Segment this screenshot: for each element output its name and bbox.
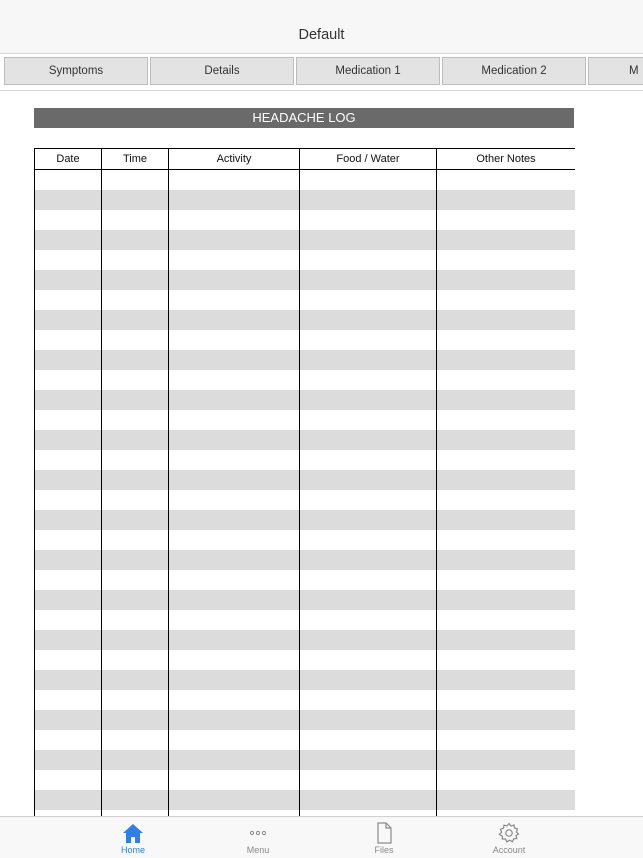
home-icon xyxy=(121,822,145,844)
table-cell[interactable] xyxy=(35,770,102,790)
table-row xyxy=(35,610,576,630)
table-row xyxy=(35,450,576,470)
table-cell[interactable] xyxy=(102,650,169,670)
table-cell[interactable] xyxy=(300,570,437,590)
table-cell[interactable] xyxy=(300,750,437,770)
table-row xyxy=(35,390,576,410)
table-cell[interactable] xyxy=(35,790,102,810)
table-cell[interactable] xyxy=(102,450,169,470)
table-cell[interactable] xyxy=(300,270,437,290)
table-cell[interactable] xyxy=(437,190,576,210)
table-cell[interactable] xyxy=(169,330,300,350)
table-row xyxy=(35,550,576,570)
table-cell[interactable] xyxy=(169,390,300,410)
table-cell[interactable] xyxy=(169,790,300,810)
table-cell[interactable] xyxy=(35,510,102,530)
table-cell[interactable] xyxy=(437,410,576,430)
table-cell[interactable] xyxy=(35,630,102,650)
table-cell[interactable] xyxy=(169,410,300,430)
table-row xyxy=(35,190,576,210)
table-row xyxy=(35,570,576,590)
table-cell[interactable] xyxy=(437,290,576,310)
table-cell[interactable] xyxy=(102,690,169,710)
table-cell[interactable] xyxy=(35,210,102,230)
table-cell[interactable] xyxy=(102,470,169,490)
table-cell[interactable] xyxy=(169,650,300,670)
table-cell[interactable] xyxy=(102,710,169,730)
table-row xyxy=(35,330,576,350)
table-cell[interactable] xyxy=(35,350,102,370)
column-header-time: Time xyxy=(102,149,169,170)
tab-partial[interactable]: M xyxy=(588,57,643,85)
more-icon xyxy=(246,822,270,844)
table-cell[interactable] xyxy=(102,210,169,230)
table-cell[interactable] xyxy=(102,530,169,550)
table-cell[interactable] xyxy=(300,690,437,710)
table-row xyxy=(35,490,576,510)
table-cell[interactable] xyxy=(102,230,169,250)
table-row xyxy=(35,710,576,730)
table-row xyxy=(35,310,576,330)
table-cell[interactable] xyxy=(102,750,169,770)
table-cell[interactable] xyxy=(169,490,300,510)
table-cell[interactable] xyxy=(35,470,102,490)
table-cell[interactable] xyxy=(300,350,437,370)
table-cell[interactable] xyxy=(169,690,300,710)
table-cell[interactable] xyxy=(169,670,300,690)
table-row xyxy=(35,290,576,310)
table-cell[interactable] xyxy=(102,550,169,570)
table-cell[interactable] xyxy=(35,550,102,570)
table-cell[interactable] xyxy=(169,530,300,550)
table-cell[interactable] xyxy=(437,390,576,410)
table-row xyxy=(35,770,576,790)
table-cell[interactable] xyxy=(35,430,102,450)
table-cell[interactable] xyxy=(437,650,576,670)
table-cell[interactable] xyxy=(300,670,437,690)
table-cell[interactable] xyxy=(300,530,437,550)
table-cell[interactable] xyxy=(437,170,576,191)
table-header-row xyxy=(35,149,576,170)
table-cell[interactable] xyxy=(35,490,102,510)
table-cell[interactable] xyxy=(102,670,169,690)
table-cell[interactable] xyxy=(35,710,102,730)
table-cell[interactable] xyxy=(169,170,300,191)
table-row xyxy=(35,210,576,230)
table-row xyxy=(35,250,576,270)
table-cell[interactable] xyxy=(35,190,102,210)
table-cell[interactable] xyxy=(169,290,300,310)
tab-details[interactable]: Details xyxy=(150,57,294,85)
table-cell[interactable] xyxy=(437,570,576,590)
table-row xyxy=(35,670,576,690)
table-cell[interactable] xyxy=(102,770,169,790)
table-cell[interactable] xyxy=(102,730,169,750)
tab-medication-1[interactable]: Medication 1 xyxy=(296,57,440,85)
table-cell[interactable] xyxy=(437,530,576,550)
table-cell[interactable] xyxy=(102,330,169,350)
table-cell[interactable] xyxy=(102,390,169,410)
table-cell[interactable] xyxy=(169,230,300,250)
table-cell[interactable] xyxy=(300,330,437,350)
table-row xyxy=(35,230,576,250)
table-row xyxy=(35,430,576,450)
tab-symptoms[interactable]: Symptoms xyxy=(4,57,148,85)
column-header-activity: Activity xyxy=(169,149,300,170)
table-cell[interactable] xyxy=(169,470,300,490)
table-cell[interactable] xyxy=(35,250,102,270)
table-row xyxy=(35,790,576,810)
nav-account-label: Account xyxy=(492,845,526,855)
column-header-date: Date xyxy=(35,149,102,170)
table-cell[interactable] xyxy=(437,730,576,750)
column-header-other-notes: Other Notes xyxy=(437,149,576,170)
table-cell[interactable] xyxy=(169,590,300,610)
table-cell[interactable] xyxy=(169,730,300,750)
table-cell[interactable] xyxy=(169,450,300,470)
table-cell[interactable] xyxy=(102,270,169,290)
table-cell[interactable] xyxy=(300,770,437,790)
table-cell[interactable] xyxy=(300,710,437,730)
table-row xyxy=(35,350,576,370)
table-cell[interactable] xyxy=(35,570,102,590)
table-cell[interactable] xyxy=(35,750,102,770)
table-cell[interactable] xyxy=(102,430,169,450)
table-cell[interactable] xyxy=(35,290,102,310)
table-cell[interactable] xyxy=(300,590,437,610)
table-cell[interactable] xyxy=(300,510,437,530)
table-cell[interactable] xyxy=(437,590,576,610)
table-cell[interactable] xyxy=(300,290,437,310)
table-cell[interactable] xyxy=(437,310,576,330)
table-cell[interactable] xyxy=(300,390,437,410)
table-cell[interactable] xyxy=(35,670,102,690)
table-cell[interactable] xyxy=(300,610,437,630)
table-cell[interactable] xyxy=(102,350,169,370)
table-cell[interactable] xyxy=(102,410,169,430)
table-cell[interactable] xyxy=(35,410,102,430)
table-row xyxy=(35,650,576,670)
document-title: Default xyxy=(298,27,345,43)
table-cell[interactable] xyxy=(437,230,576,250)
table-cell[interactable] xyxy=(35,590,102,610)
table-cell[interactable] xyxy=(437,750,576,770)
table-cell[interactable] xyxy=(102,630,169,650)
table-cell[interactable] xyxy=(300,470,437,490)
table-cell[interactable] xyxy=(437,370,576,390)
table-row xyxy=(35,170,576,191)
table-cell[interactable] xyxy=(35,530,102,550)
file-icon xyxy=(372,822,396,844)
nav-menu[interactable] xyxy=(218,819,298,857)
table-row xyxy=(35,530,576,550)
table-cell[interactable] xyxy=(102,610,169,630)
table-cell[interactable] xyxy=(300,450,437,470)
table-cell[interactable] xyxy=(169,630,300,650)
table-cell[interactable] xyxy=(169,210,300,230)
table-cell[interactable] xyxy=(437,490,576,510)
sheet-tab-bar xyxy=(0,54,643,91)
table-cell[interactable] xyxy=(169,250,300,270)
column-header-food-water: Food / Water xyxy=(300,149,437,170)
table-cell[interactable] xyxy=(437,770,576,790)
table-cell[interactable] xyxy=(437,450,576,470)
table-cell[interactable] xyxy=(169,430,300,450)
table-row xyxy=(35,750,576,770)
table-cell[interactable] xyxy=(169,510,300,530)
table-cell[interactable] xyxy=(102,790,169,810)
table-cell[interactable] xyxy=(300,430,437,450)
table-cell[interactable] xyxy=(300,410,437,430)
table-cell[interactable] xyxy=(169,550,300,570)
table-row xyxy=(35,270,576,290)
table-cell[interactable] xyxy=(35,310,102,330)
table-cell[interactable] xyxy=(437,510,576,530)
table-cell[interactable] xyxy=(102,190,169,210)
table-cell[interactable] xyxy=(437,250,576,270)
gear-icon xyxy=(497,822,521,844)
table-cell[interactable] xyxy=(35,690,102,710)
table-cell[interactable] xyxy=(35,610,102,630)
table-cell[interactable] xyxy=(300,790,437,810)
table-row xyxy=(35,590,576,610)
table-cell[interactable] xyxy=(35,370,102,390)
table-cell[interactable] xyxy=(437,210,576,230)
table-cell[interactable] xyxy=(300,230,437,250)
bottom-tab-bar xyxy=(0,816,643,858)
table-cell[interactable] xyxy=(437,610,576,630)
table-cell[interactable] xyxy=(169,610,300,630)
table-cell[interactable] xyxy=(300,310,437,330)
nav-home-label: Home xyxy=(120,845,145,855)
table-cell[interactable] xyxy=(437,350,576,370)
table-cell[interactable] xyxy=(437,470,576,490)
table-cell[interactable] xyxy=(169,190,300,210)
table-cell[interactable] xyxy=(169,310,300,330)
table-cell[interactable] xyxy=(300,490,437,510)
table-cell[interactable] xyxy=(35,450,102,470)
table-cell[interactable] xyxy=(437,790,576,810)
table-cell[interactable] xyxy=(169,350,300,370)
table-cell[interactable] xyxy=(300,190,437,210)
table-row xyxy=(35,370,576,390)
table-cell[interactable] xyxy=(102,170,169,191)
table-row xyxy=(35,410,576,430)
table-cell[interactable] xyxy=(437,710,576,730)
table-cell[interactable] xyxy=(300,730,437,750)
title-bar xyxy=(0,0,643,54)
nav-account[interactable] xyxy=(469,819,549,857)
table-cell[interactable] xyxy=(437,270,576,290)
table-cell[interactable] xyxy=(300,550,437,570)
headache-log-table xyxy=(34,148,575,816)
table-cell[interactable] xyxy=(437,630,576,650)
nav-files[interactable] xyxy=(344,819,424,857)
table-cell[interactable] xyxy=(102,290,169,310)
table-cell[interactable] xyxy=(437,330,576,350)
table-cell[interactable] xyxy=(102,570,169,590)
table-row xyxy=(35,510,576,530)
table-cell[interactable] xyxy=(102,590,169,610)
table-cell[interactable] xyxy=(437,550,576,570)
table-cell[interactable] xyxy=(300,650,437,670)
table-row xyxy=(35,470,576,490)
table-cell[interactable] xyxy=(169,750,300,770)
table-cell[interactable] xyxy=(300,250,437,270)
table-cell[interactable] xyxy=(169,570,300,590)
table-cell[interactable] xyxy=(35,390,102,410)
table-cell[interactable] xyxy=(35,170,102,191)
table-cell[interactable] xyxy=(35,330,102,350)
table-cell[interactable] xyxy=(169,770,300,790)
table-cell[interactable] xyxy=(169,370,300,390)
nav-files-label: Files xyxy=(374,845,394,855)
table-cell[interactable] xyxy=(102,250,169,270)
tab-medication-2[interactable]: Medication 2 xyxy=(442,57,586,85)
table-cell[interactable] xyxy=(35,270,102,290)
table-cell[interactable] xyxy=(300,210,437,230)
sheet-title: HEADACHE LOG xyxy=(34,108,574,128)
table-cell[interactable] xyxy=(102,510,169,530)
table-cell[interactable] xyxy=(35,730,102,750)
nav-home[interactable] xyxy=(93,819,173,857)
table-cell[interactable] xyxy=(102,370,169,390)
table-row xyxy=(35,730,576,750)
table-cell[interactable] xyxy=(169,270,300,290)
table-cell[interactable] xyxy=(102,490,169,510)
table-cell[interactable] xyxy=(300,630,437,650)
table-cell[interactable] xyxy=(300,170,437,191)
table-cell[interactable] xyxy=(437,430,576,450)
table-row xyxy=(35,690,576,710)
table-cell[interactable] xyxy=(102,310,169,330)
table-cell[interactable] xyxy=(437,690,576,710)
table-cell[interactable] xyxy=(169,710,300,730)
table-row xyxy=(35,630,576,650)
table-cell[interactable] xyxy=(437,670,576,690)
table-cell[interactable] xyxy=(35,650,102,670)
nav-menu-label: Menu xyxy=(246,845,270,855)
table-cell[interactable] xyxy=(35,230,102,250)
table-cell[interactable] xyxy=(300,370,437,390)
